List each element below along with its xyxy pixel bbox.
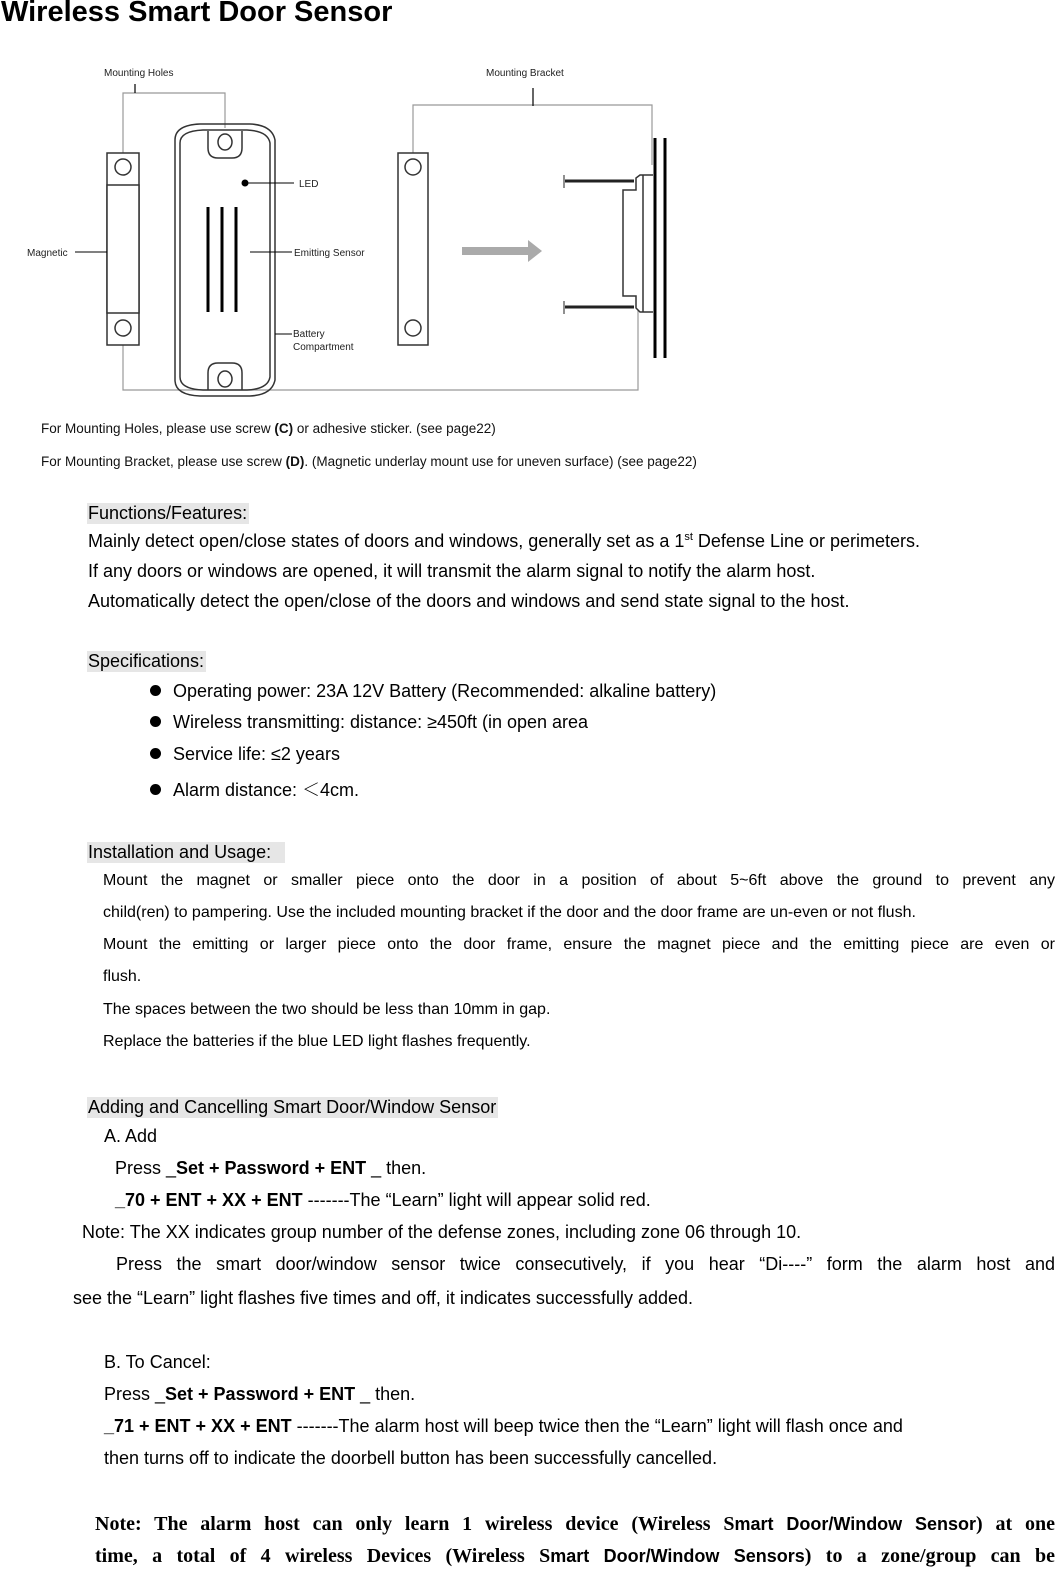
cancel-title: B. To Cancel: <box>104 1352 211 1372</box>
page-title: Wireless Smart Door Sensor <box>1 0 393 28</box>
add-paragraph-line-1: Press the smart door/window sensor twice consecutively, if you hear “Di----” form the alarm host and <box>116 1254 1055 1274</box>
add-press-line: Press _Set + Password + ENT _ then. <box>115 1158 427 1178</box>
svg-text:Mounting Bracket: Mounting Bracket <box>486 68 564 79</box>
sensor-mounting-diagram <box>0 55 720 405</box>
bullet-icon <box>150 685 161 696</box>
final-note-line-1: Note: The alarm host can only learn 1 wireless device (Wireless Smart Door/Window Sensor) at one <box>95 1513 1055 1535</box>
caption-mounting-bracket: For Mounting Bracket, please use screw (D). (Magnetic underlay mount use for uneven surface) (see page22) <box>41 454 697 469</box>
bullet-icon <box>150 784 161 795</box>
caption-mounting-holes: For Mounting Holes, please use screw (C) or adhesive sticker. (see page22) <box>41 421 496 436</box>
svg-text:Emitting Sensor: Emitting Sensor <box>294 248 365 259</box>
spec-item: Operating power: 23A 12V Battery (Recommended: alkaline battery) <box>150 681 716 702</box>
adding-header: Adding and Cancelling Smart Door/Window Sensor <box>88 1097 497 1117</box>
bullet-icon <box>150 748 161 759</box>
final-note-line-2: time, a total of 4 wireless Devices (Wireless Smart Door/Window Sensors) to a zone/group can be <box>95 1545 1056 1567</box>
add-paragraph-line-2: see the “Learn” light flashes five times and off, it indicates successfully added. <box>73 1288 693 1308</box>
svg-text:Battery: Battery <box>293 329 325 340</box>
svg-text:LED: LED <box>299 179 319 190</box>
svg-text:Compartment: Compartment <box>293 342 354 353</box>
svg-text:Magnetic: Magnetic <box>27 248 68 259</box>
installation-line: child(ren) to pampering. Use the included mounting bracket if the door and the door frame are un-even or not flush. <box>103 904 916 921</box>
add-code-line: _70 + ENT + XX + ENT -------The “Learn” light will appear solid red. <box>115 1190 651 1210</box>
functions-header: Functions/Features: <box>88 503 248 523</box>
cancel-line-2: then turns off to indicate the doorbell button has been successfully cancelled. <box>104 1448 718 1468</box>
svg-text:Mounting Holes: Mounting Holes <box>104 68 174 79</box>
spec-item: Wireless transmitting: distance: ≥450ft (in open area <box>150 712 588 733</box>
functions-line-1: Mainly detect open/close states of doors and windows, generally set as a 1st Defense Line or perimeters. <box>88 531 921 551</box>
spec-item: Alarm distance: ＜4cm. <box>150 776 359 802</box>
bullet-icon <box>150 716 161 727</box>
installation-line: Mount the magnet or smaller piece onto the door in a position of about 5~6ft above the ground to prevent any <box>103 872 1055 889</box>
cancel-code-line: _71 + ENT + XX + ENT -------The alarm host will beep twice then the “Learn” light will flash once and <box>104 1416 903 1436</box>
cancel-press-line: Press _Set + Password + ENT _ then. <box>104 1384 416 1404</box>
installation-line: Replace the batteries if the blue LED light flashes frequently. <box>103 1033 531 1050</box>
installation-header: Installation and Usage: <box>87 842 285 863</box>
functions-line-3: Automatically detect the open/close of the doors and windows and send state signal to the host. <box>88 591 850 611</box>
installation-line: Mount the emitting or larger piece onto the door frame, ensure the magnet piece and the emitting piece are even or <box>103 936 1055 953</box>
add-note: Note: The XX indicates group number of the defense zones, including zone 06 through 10. <box>82 1222 802 1242</box>
installation-line: The spaces between the two should be less than 10mm in gap. <box>103 1001 551 1018</box>
installation-line: flush. <box>103 968 142 985</box>
functions-line-2: If any doors or windows are opened, it will transmit the alarm signal to notify the alarm host. <box>88 561 816 581</box>
specifications-header: Specifications: <box>88 651 205 671</box>
add-title: A. Add <box>104 1126 158 1146</box>
spec-item: Service life: ≤2 years <box>150 744 340 765</box>
